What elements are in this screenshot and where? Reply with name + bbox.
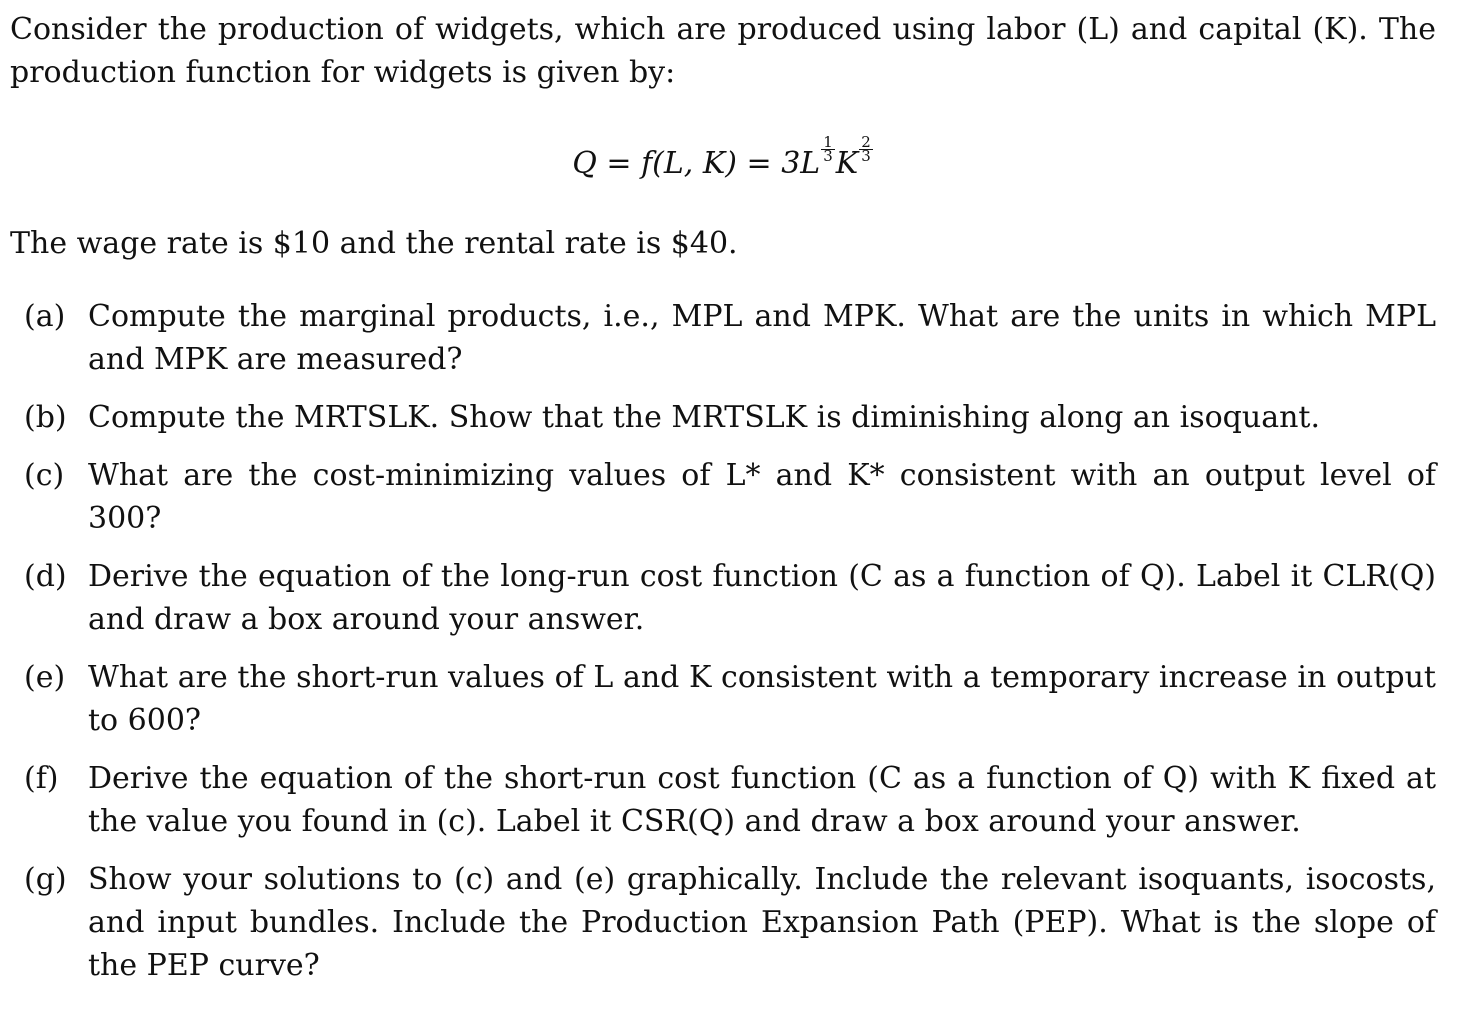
part-text: Show your solutions to (c) and (e) graphically. Include the relevant isoquants, isocosts, and input bundles. Include the Production Expansion Path (PEP). What is the slope of the PEP curve? <box>88 862 1436 983</box>
part-text: Compute the marginal products, i.e., MPL and MPK. What are the units in which MPL and MPK are measured? <box>88 299 1436 377</box>
question-part-f <box>10 757 1436 843</box>
question-part-b <box>10 396 1436 439</box>
part-text: Compute the MRTSLK. Show that the MRTSLK is diminishing along an isoquant. <box>88 400 1321 435</box>
part-text: What are the cost-minimizing values of L* and K* consistent with an output level of 300? <box>88 458 1436 536</box>
part-text: Derive the equation of the short-run cost function (C as a function of Q) with K fixed at the value you found in (c). Label it CSR(Q) and draw a box around your answer. <box>88 761 1436 839</box>
exponent-k-denominator: 3 <box>861 147 871 165</box>
question-parts-list <box>10 295 1436 987</box>
question-part-g <box>10 858 1436 987</box>
question-part-e <box>10 656 1436 742</box>
exponent-l-denominator: 3 <box>823 147 833 165</box>
part-label: (g) <box>24 862 67 897</box>
intro-paragraph: Consider the production of widgets, which are produced using labor (L) and capital (K). The production function for widgets is given by: <box>10 12 1436 90</box>
exponent-k-numerator: 2 <box>861 133 871 151</box>
part-label: (d) <box>24 559 67 594</box>
part-label: (f) <box>24 761 59 796</box>
part-text: Derive the equation of the long-run cost function (C as a function of Q). Label it CLR(Q) and draw a box around your answer. <box>88 559 1436 637</box>
production-function-formula <box>10 133 1436 181</box>
exponent-l <box>821 133 835 165</box>
formula-lhs: Q = f(L, K) = 3L <box>572 146 821 181</box>
part-text: What are the short-run values of L and K consistent with a temporary increase in output to 600? <box>88 660 1436 738</box>
formula-k: K <box>835 146 859 181</box>
part-label: (b) <box>24 400 67 435</box>
part-label: (e) <box>24 660 66 695</box>
question-part-c <box>10 454 1436 540</box>
part-label: (c) <box>24 458 65 493</box>
question-part-a <box>10 295 1436 381</box>
part-label: (a) <box>24 299 66 334</box>
question-part-d <box>10 555 1436 641</box>
exponent-k <box>859 133 873 165</box>
wage-rental-statement: The wage rate is $10 and the rental rate is $40. <box>10 226 738 261</box>
exponent-l-numerator: 1 <box>823 133 833 151</box>
